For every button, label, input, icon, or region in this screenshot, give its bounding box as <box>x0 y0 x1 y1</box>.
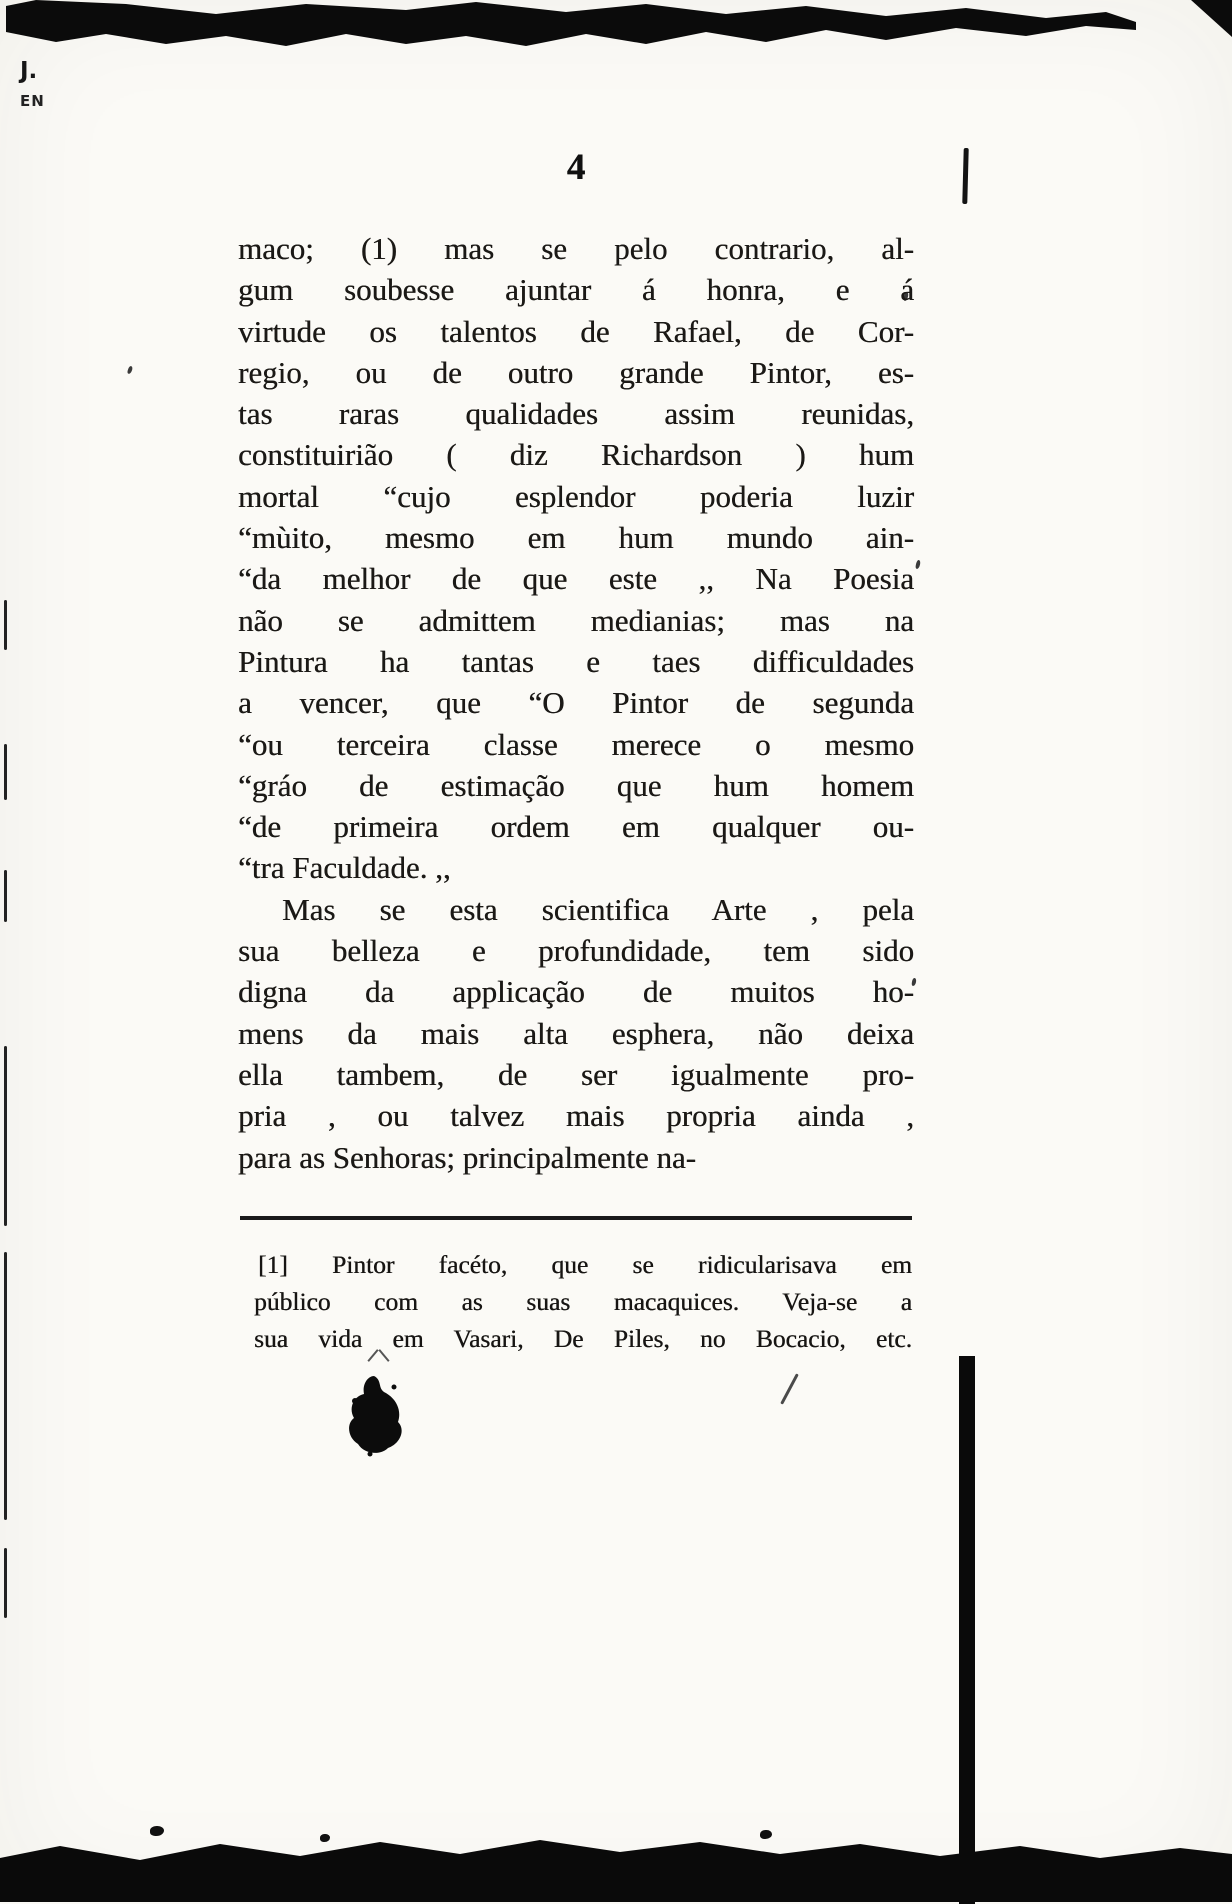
text-line: regio, ou de outro grande Pintor, es- <box>238 354 914 390</box>
text-line: “tra Faculdade. ,, <box>238 850 451 886</box>
scan-right-bar <box>959 1356 975 1904</box>
footnote-line: [1] Pintor facéto, que se ridicularisava em <box>258 1250 912 1279</box>
text-line: digna da applicação de muitos ho- <box>238 974 914 1010</box>
text-line: para as Senhoras; principalmente na- <box>238 1139 696 1175</box>
footnote-separator <box>240 1216 912 1220</box>
text-line: mortal “cujo esplendor poderia luzir <box>238 478 914 514</box>
scan-left-mark <box>4 744 7 800</box>
text-line: não se admittem medianias; mas na <box>238 602 914 638</box>
footnote-text <box>254 1246 912 1357</box>
scan-right-tick <box>962 148 968 204</box>
scan-speck <box>320 1834 330 1842</box>
text-line: “gráo de estimação que hum homem <box>238 767 914 803</box>
text-line: Pintura ha tantas e taes difficuldades <box>238 643 914 679</box>
text-line: “da melhor de que este ,, Na Poesia <box>238 561 914 597</box>
footnote-line: sua vida em Vasari, De Piles, no Bocacio, etc. <box>254 1324 912 1353</box>
text-line: sua belleza e profundidade, tem sido <box>238 933 914 969</box>
page-number: 4 <box>566 147 586 188</box>
margin-note-bottom: EN <box>20 92 45 110</box>
scan-speck <box>127 366 133 375</box>
scan-left-mark <box>4 1046 7 1226</box>
text-line: “ou terceira classe merece o mesmo <box>238 726 914 762</box>
scan-left-mark <box>4 870 7 922</box>
scan-top-corner <box>1182 0 1232 42</box>
text-line: constituirião ( diz Richardson ) hum <box>238 437 914 473</box>
body-text <box>238 228 914 1178</box>
text-line: virtude os talentos de Rafael, de Cor- <box>238 313 914 349</box>
scan-left-mark <box>4 1252 7 1520</box>
text-line: maco; (1) mas se pelo contrario, al- <box>238 231 914 266</box>
footnote-line: público com as suas macaquices. Veja-se a <box>254 1287 912 1316</box>
text-line: gum soubesse ajuntar á honra, e á <box>238 272 914 308</box>
text-line: ella tambem, de ser igualmente pro- <box>238 1056 914 1092</box>
scan-speck <box>760 1830 772 1839</box>
scan-speck <box>915 560 921 570</box>
text-line: tas raras qualidades assim reunidas, <box>238 396 914 432</box>
scan-top-band <box>6 0 1136 48</box>
text-line: “mùito, mesmo em hum mundo ain- <box>238 520 914 556</box>
slash-pen-mark <box>780 1373 799 1404</box>
scan-left-mark <box>4 600 7 650</box>
ink-blot <box>344 1374 408 1458</box>
text-line: pria , ou talvez mais propria ainda , <box>238 1098 914 1134</box>
text-line: Mas se esta scientifica Arte , pela <box>282 891 914 927</box>
scan-speck <box>150 1826 164 1836</box>
scan-bottom-band <box>0 1838 1232 1902</box>
margin-note-top: J. <box>20 58 38 84</box>
text-line: “de primeira ordem em qualquer ou- <box>238 809 914 845</box>
text-line: mens da mais alta esphera, não deixa <box>238 1015 914 1051</box>
caret-pen-mark <box>366 1346 392 1360</box>
scan-left-mark <box>4 1548 7 1618</box>
text-line: a vencer, que “O Pintor de segunda <box>238 685 914 721</box>
